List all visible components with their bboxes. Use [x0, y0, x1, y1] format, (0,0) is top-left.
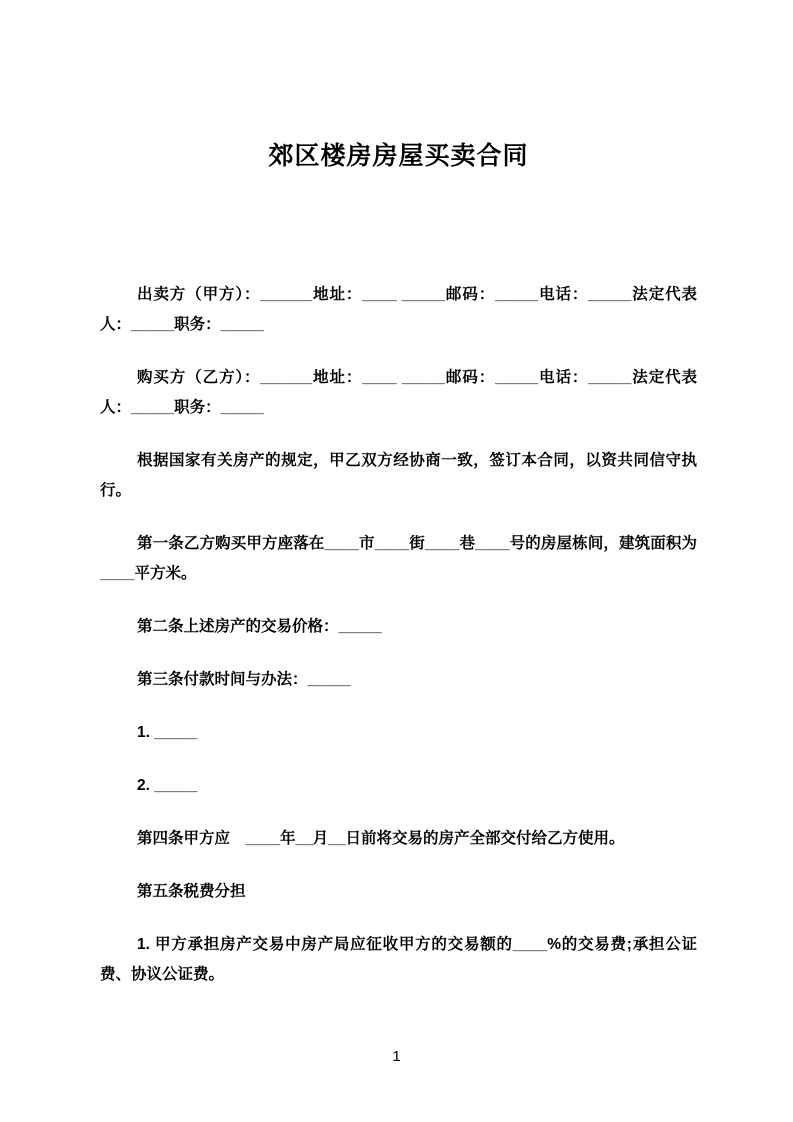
paragraph-clause-5-item-1: 1. 甲方承担房产交易中房产局应征收甲方的交易额的____%的交易费;承担公证费、协议公证费。 [100, 936, 697, 983]
paragraph-clause-4: 第四条甲方应 ____年__月__日前将交易的房产全部交付给乙方使用。 [137, 830, 625, 847]
paragraph-seller-info: 出卖方（甲方）：______地址：____ _____邮码：_____电话：_____法定代表人：_____职务：_____ [100, 286, 697, 333]
paragraph-clause-1: 第一条乙方购买甲方座落在____市____街____巷____号的房屋栋间，建筑面积为____平方米。 [100, 535, 697, 582]
document-title: 郊区楼房房屋买卖合同 [268, 142, 529, 170]
paragraph-list-item-1: 1. _____ [137, 724, 198, 741]
paragraph-clause-2: 第二条上述房产的交易价格：_____ [137, 618, 382, 635]
page-number: 1 [392, 1048, 401, 1065]
paragraph-clause-5-heading: 第五条税费分担 [137, 883, 246, 900]
paragraph-preamble: 根据国家有关房产的规定，甲乙双方经协商一致，签订本合同，以资共同信守执行。 [100, 452, 697, 499]
paragraph-buyer-info: 购买方（乙方）：______地址：____ _____邮码：_____电话：_____法定代表人：_____职务：_____ [100, 369, 697, 416]
paragraph-list-item-2: 2. _____ [137, 777, 198, 794]
paragraph-clause-3: 第三条付款时间与办法：_____ [137, 671, 351, 688]
